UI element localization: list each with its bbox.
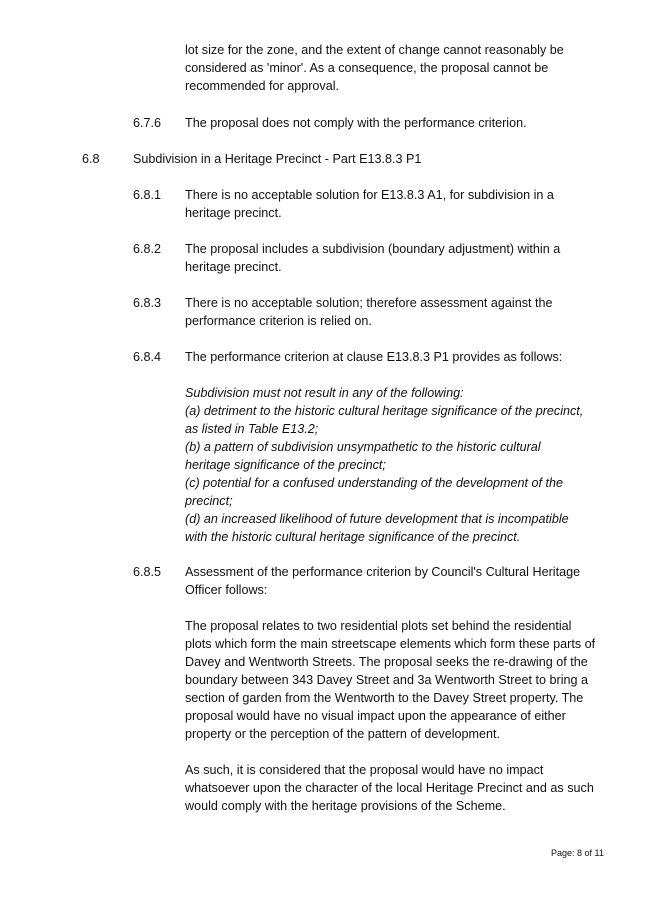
clause-6-8-1-text bbox=[185, 186, 625, 222]
clause-6-8-4-text bbox=[185, 348, 625, 366]
paragraph-line: lot size for the zone, and the extent of change cannot reasonably be bbox=[185, 43, 564, 57]
clause-number: 6.8.5 bbox=[133, 565, 162, 579]
section-heading: Subdivision in a Heritage Precinct - Part E13.8.3 P1 bbox=[133, 152, 422, 166]
quote-line: with the historic cultural heritage significance of the precinct. bbox=[185, 530, 521, 544]
paragraph-line: recommended for approval. bbox=[185, 79, 340, 93]
paragraph-line: Assessment of the performance criterion by Council's Cultural Heritage bbox=[185, 565, 581, 579]
paragraph-line: Officer follows: bbox=[185, 583, 268, 597]
clause-number: 6.8.1 bbox=[133, 188, 162, 202]
clause-6-8-5-text bbox=[185, 563, 625, 599]
quote-line: heritage significance of the precinct; bbox=[185, 458, 386, 472]
quote-line: (c) potential for a confused understanding of the development of the bbox=[185, 476, 564, 490]
page-number: Page: 8 of 11 bbox=[551, 848, 604, 858]
paragraph-line: Davey and Wentworth Streets. The proposal seeks the re-drawing of the bbox=[185, 655, 588, 669]
quote-line: Subdivision must not result in any of the following: bbox=[185, 386, 464, 400]
paragraph-line: boundary between 343 Davey Street and 3a Wentworth Street to bring a bbox=[185, 673, 589, 687]
paragraph-line: The proposal does not comply with the performance criterion. bbox=[185, 116, 527, 130]
clause-number: 6.7.6 bbox=[133, 116, 162, 130]
clause-number: 6.8.2 bbox=[133, 242, 162, 256]
paragraph-line: There is no acceptable solution for E13.8.3 A1, for subdivision in a bbox=[185, 188, 554, 202]
heritage-officer-conclusion bbox=[185, 761, 625, 815]
clause-number: 6.8.4 bbox=[133, 350, 162, 364]
paragraph-line: heritage precinct. bbox=[185, 260, 282, 274]
paragraph-line: plots which form the main streetscape elements which form these parts of bbox=[185, 637, 596, 651]
paragraph-line: considered as 'minor'. As a consequence, the proposal cannot be bbox=[185, 61, 549, 75]
paragraph-line: The proposal includes a subdivision (boundary adjustment) within a bbox=[185, 242, 561, 256]
quote-line: (a) detriment to the historic cultural heritage significance of the precinct, bbox=[185, 404, 584, 418]
paragraph-line: The performance criterion at clause E13.8.3 P1 provides as follows: bbox=[185, 350, 563, 364]
paragraph-line: property or the perception of the pattern of development. bbox=[185, 727, 501, 741]
paragraph-line: proposal would have no visual impact upon the appearance of either bbox=[185, 709, 566, 723]
clause-6-7-6-text bbox=[185, 114, 625, 132]
performance-criterion-quote bbox=[185, 384, 625, 546]
quote-line: (d) an increased likelihood of future development that is incompatible bbox=[185, 512, 569, 526]
paragraph-line: The proposal relates to two residential plots set behind the residential bbox=[185, 619, 572, 633]
continuation-paragraph bbox=[185, 41, 625, 95]
paragraph-line: performance criterion is relied on. bbox=[185, 314, 372, 328]
paragraph-line: would comply with the heritage provisions of the Scheme. bbox=[185, 799, 506, 813]
paragraph-line: whatsoever upon the character of the local Heritage Precinct and as such bbox=[185, 781, 594, 795]
clause-number: 6.8.3 bbox=[133, 296, 162, 310]
quote-line: (b) a pattern of subdivision unsympathetic to the historic cultural bbox=[185, 440, 541, 454]
section-number: 6.8 bbox=[82, 152, 100, 166]
quote-line: as listed in Table E13.2; bbox=[185, 422, 319, 436]
paragraph-line: There is no acceptable solution; therefore assessment against the bbox=[185, 296, 553, 310]
paragraph-line: heritage precinct. bbox=[185, 206, 282, 220]
heritage-officer-paragraph bbox=[185, 617, 625, 743]
clause-6-8-2-text bbox=[185, 240, 625, 276]
clause-6-8-3-text bbox=[185, 294, 625, 330]
quote-line: precinct; bbox=[185, 494, 233, 508]
paragraph-line: section of garden from the Wentworth to the Davey Street property. The bbox=[185, 691, 584, 705]
paragraph-line: As such, it is considered that the proposal would have no impact bbox=[185, 763, 544, 777]
